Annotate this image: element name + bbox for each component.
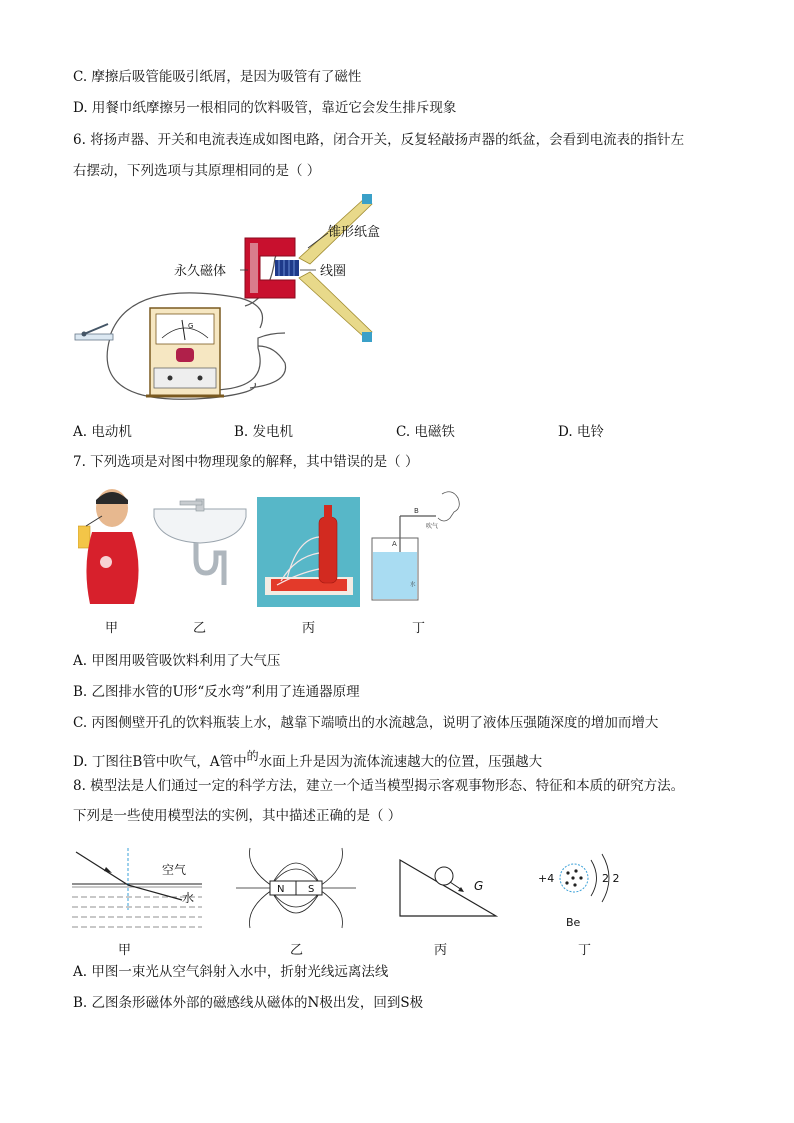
svg-text:S: S bbox=[308, 884, 315, 895]
q6-option-d: D. 电铃 bbox=[558, 424, 604, 440]
q6-option-c: C. 电磁铁 bbox=[396, 424, 455, 440]
q7-label-yi: 乙 bbox=[193, 621, 207, 636]
q8-stem-line2: 下列是一些使用模型法的实例，其中描述正确的是（ ） bbox=[73, 808, 402, 824]
q7-label-ding: 丁 bbox=[412, 621, 426, 636]
q8-label-jia: 甲 bbox=[118, 943, 132, 958]
galvanometer-icon bbox=[146, 308, 224, 396]
q7-figure-jia bbox=[78, 486, 144, 606]
q6-option-a: A. 电动机 bbox=[73, 424, 132, 440]
q7-option-a: A. 甲图用吸管吸饮料利用了大气压 bbox=[73, 653, 281, 669]
svg-text:线圈: 线圈 bbox=[320, 264, 347, 279]
cup-icon bbox=[78, 526, 90, 548]
q8-figure-ding-atom bbox=[536, 852, 626, 932]
q6-stem-line2: 右摆动，下列选项与其原理相同的是（ ） bbox=[73, 163, 321, 179]
q8-option-a: A. 甲图一束光从空气斜射入水中，折射光线远离法线 bbox=[73, 964, 389, 980]
q8-label-bing: 丙 bbox=[434, 943, 448, 958]
q5-option-d: D. 用餐巾纸摩擦另一根相同的饮料吸管，靠近它会发生排斥现象 bbox=[73, 100, 457, 116]
q7-label-bing: 丙 bbox=[302, 621, 316, 636]
q7-figure-yi bbox=[150, 497, 250, 587]
q5-option-c: C. 摩擦后吸管能吸引纸屑，是因为吸管有了磁性 bbox=[73, 69, 362, 85]
q7-label-jia: 甲 bbox=[105, 621, 119, 636]
q7-option-d: D. 丁图往B管中吹气，A管中的水面上升是因为流体流速越大的位置，压强越大 bbox=[73, 749, 543, 770]
svg-text:锥形纸盒: 锥形纸盒 bbox=[328, 225, 381, 240]
svg-text:G: G bbox=[188, 322, 194, 330]
q7-option-c: C. 丙图侧壁开孔的饮料瓶装上水，越靠下端喷出的水流越急，说明了液体压强随深度的增加而增大 bbox=[73, 715, 659, 731]
svg-text:空气: 空气 bbox=[162, 863, 187, 877]
svg-text:+4: +4 bbox=[538, 872, 555, 885]
q6-speaker-circuit-figure bbox=[70, 188, 390, 410]
q7-figure-ding bbox=[366, 488, 466, 603]
q8-stem-line1: 8. 模型法是人们通过一定的科学方法，建立一个适当模型揭示客观事物形态、特征和本质的研究方法。 bbox=[73, 778, 685, 794]
q6-option-b: B. 发电机 bbox=[234, 424, 294, 440]
q8-figure-yi-magnet-field bbox=[236, 838, 356, 938]
svg-text:A: A bbox=[392, 540, 397, 548]
svg-text:B: B bbox=[414, 507, 419, 515]
svg-text:永久磁体: 永久磁体 bbox=[174, 264, 227, 279]
svg-text:水: 水 bbox=[182, 891, 195, 905]
q8-figure-jia-refraction bbox=[72, 840, 202, 935]
coil-icon bbox=[275, 260, 299, 276]
svg-text:吹气: 吹气 bbox=[426, 523, 439, 530]
q8-figure-bing-incline bbox=[398, 858, 498, 918]
svg-text:2 2: 2 2 bbox=[602, 872, 620, 885]
q7-stem: 7. 下列选项是对图中物理现象的解释，其中错误的是（ ） bbox=[73, 454, 419, 470]
svg-text:N: N bbox=[277, 884, 285, 895]
switch-icon bbox=[75, 324, 113, 340]
q6-stem-line1: 6. 将扬声器、开关和电流表连成如图电路，闭合开关，反复轻敲扬声器的纸盆，会看到电流表的指针左 bbox=[73, 132, 685, 148]
q8-label-ding: 丁 bbox=[578, 943, 592, 958]
face-icon bbox=[438, 492, 459, 521]
q7-option-b: B. 乙图排水管的U形“反水弯”利用了连通器原理 bbox=[73, 684, 360, 700]
u-trap-icon bbox=[196, 543, 224, 585]
q8-option-b: B. 乙图条形磁体外部的磁感线从磁体的N极出发，回到S极 bbox=[73, 995, 424, 1011]
q7-figure-bing bbox=[257, 497, 360, 607]
svg-text:Be: Be bbox=[566, 916, 581, 929]
bottle-icon bbox=[319, 517, 337, 583]
svg-text:G: G bbox=[474, 879, 484, 893]
q8-label-yi: 乙 bbox=[290, 943, 304, 958]
svg-text:水: 水 bbox=[410, 582, 416, 588]
